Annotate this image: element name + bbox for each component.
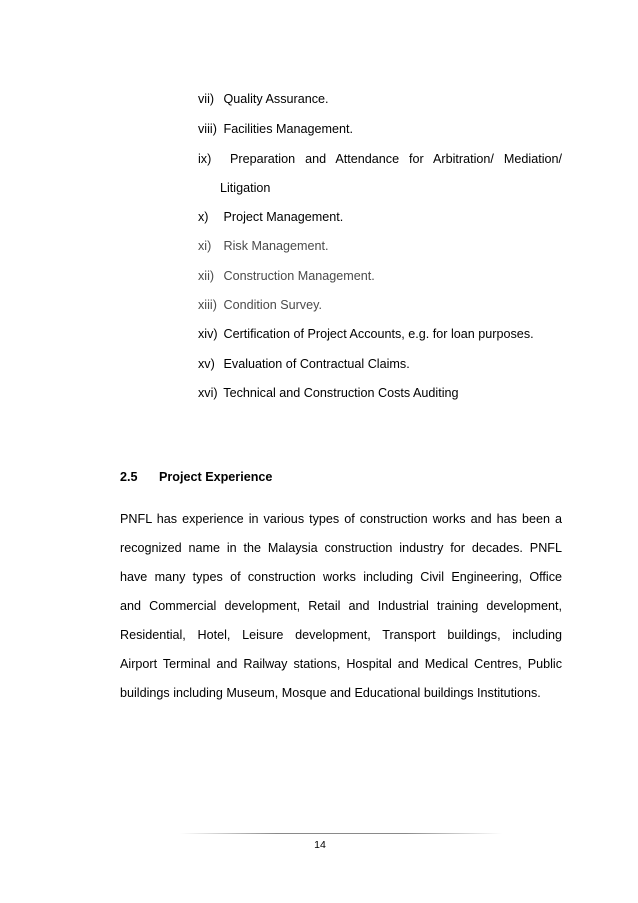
list-text: Quality Assurance.: [223, 92, 329, 106]
list-number: x): [198, 210, 209, 224]
list-number: xii): [198, 269, 215, 283]
footer-divider: [180, 833, 502, 834]
list-item-ix-continuation: Litigation: [220, 181, 271, 195]
list-text: Technical and Construction Costs Auditing: [223, 386, 459, 400]
list-text: Risk Management.: [223, 239, 329, 253]
list-item-xi: [198, 238, 562, 254]
list-item-xii: [198, 268, 562, 284]
list-number: viii): [198, 122, 217, 136]
list-item-xiii: [198, 297, 562, 313]
list-item-xvi: [198, 385, 562, 401]
paragraph-line: recognized name in the Malaysia construction industry for decades. PNFL: [120, 541, 562, 555]
list-number: vii): [198, 92, 215, 106]
list-text: Facilities Management.: [223, 122, 353, 136]
list-item-viii: [198, 121, 562, 137]
list-text: Preparation and Attendance for Arbitration/ Mediation/: [229, 152, 562, 166]
list-number: xvi): [198, 386, 218, 400]
list-item-xiv: [198, 326, 562, 342]
list-text: Construction Management.: [223, 269, 375, 283]
list-number: xiii): [198, 298, 217, 312]
section-number: 2.5: [120, 470, 138, 484]
page-number: 14: [314, 839, 326, 851]
section-title: Project Experience: [159, 470, 273, 484]
list-number: xi): [198, 239, 212, 253]
list-number: xv): [198, 357, 215, 371]
list-item-x: [198, 209, 562, 225]
section-heading: [120, 469, 272, 485]
list-number: ix): [198, 152, 212, 166]
list-text: Condition Survey.: [223, 298, 322, 312]
list-number: xiv): [198, 327, 218, 341]
list-text: Evaluation of Contractual Claims.: [223, 357, 410, 371]
list-text: Project Management.: [223, 210, 344, 224]
list-text: Certification of Project Accounts, e.g. for loan purposes.: [223, 327, 534, 341]
paragraph-line: and Commercial development, Retail and Industrial training development,: [120, 599, 562, 613]
list-item-xv: [198, 356, 562, 372]
paragraph-line: Airport Terminal and Railway stations, Hospital and Medical Centres, Public: [120, 657, 562, 671]
paragraph-line: Residential, Hotel, Leisure development, Transport buildings, including: [120, 628, 562, 642]
list-item-vii: [198, 91, 562, 107]
list-item-ix: [198, 151, 562, 167]
paragraph-line: buildings including Museum, Mosque and Educational buildings Institutions.: [120, 686, 541, 700]
paragraph-line: PNFL has experience in various types of construction works and has been a: [120, 512, 562, 526]
paragraph-line: have many types of construction works including Civil Engineering, Office: [120, 570, 562, 584]
